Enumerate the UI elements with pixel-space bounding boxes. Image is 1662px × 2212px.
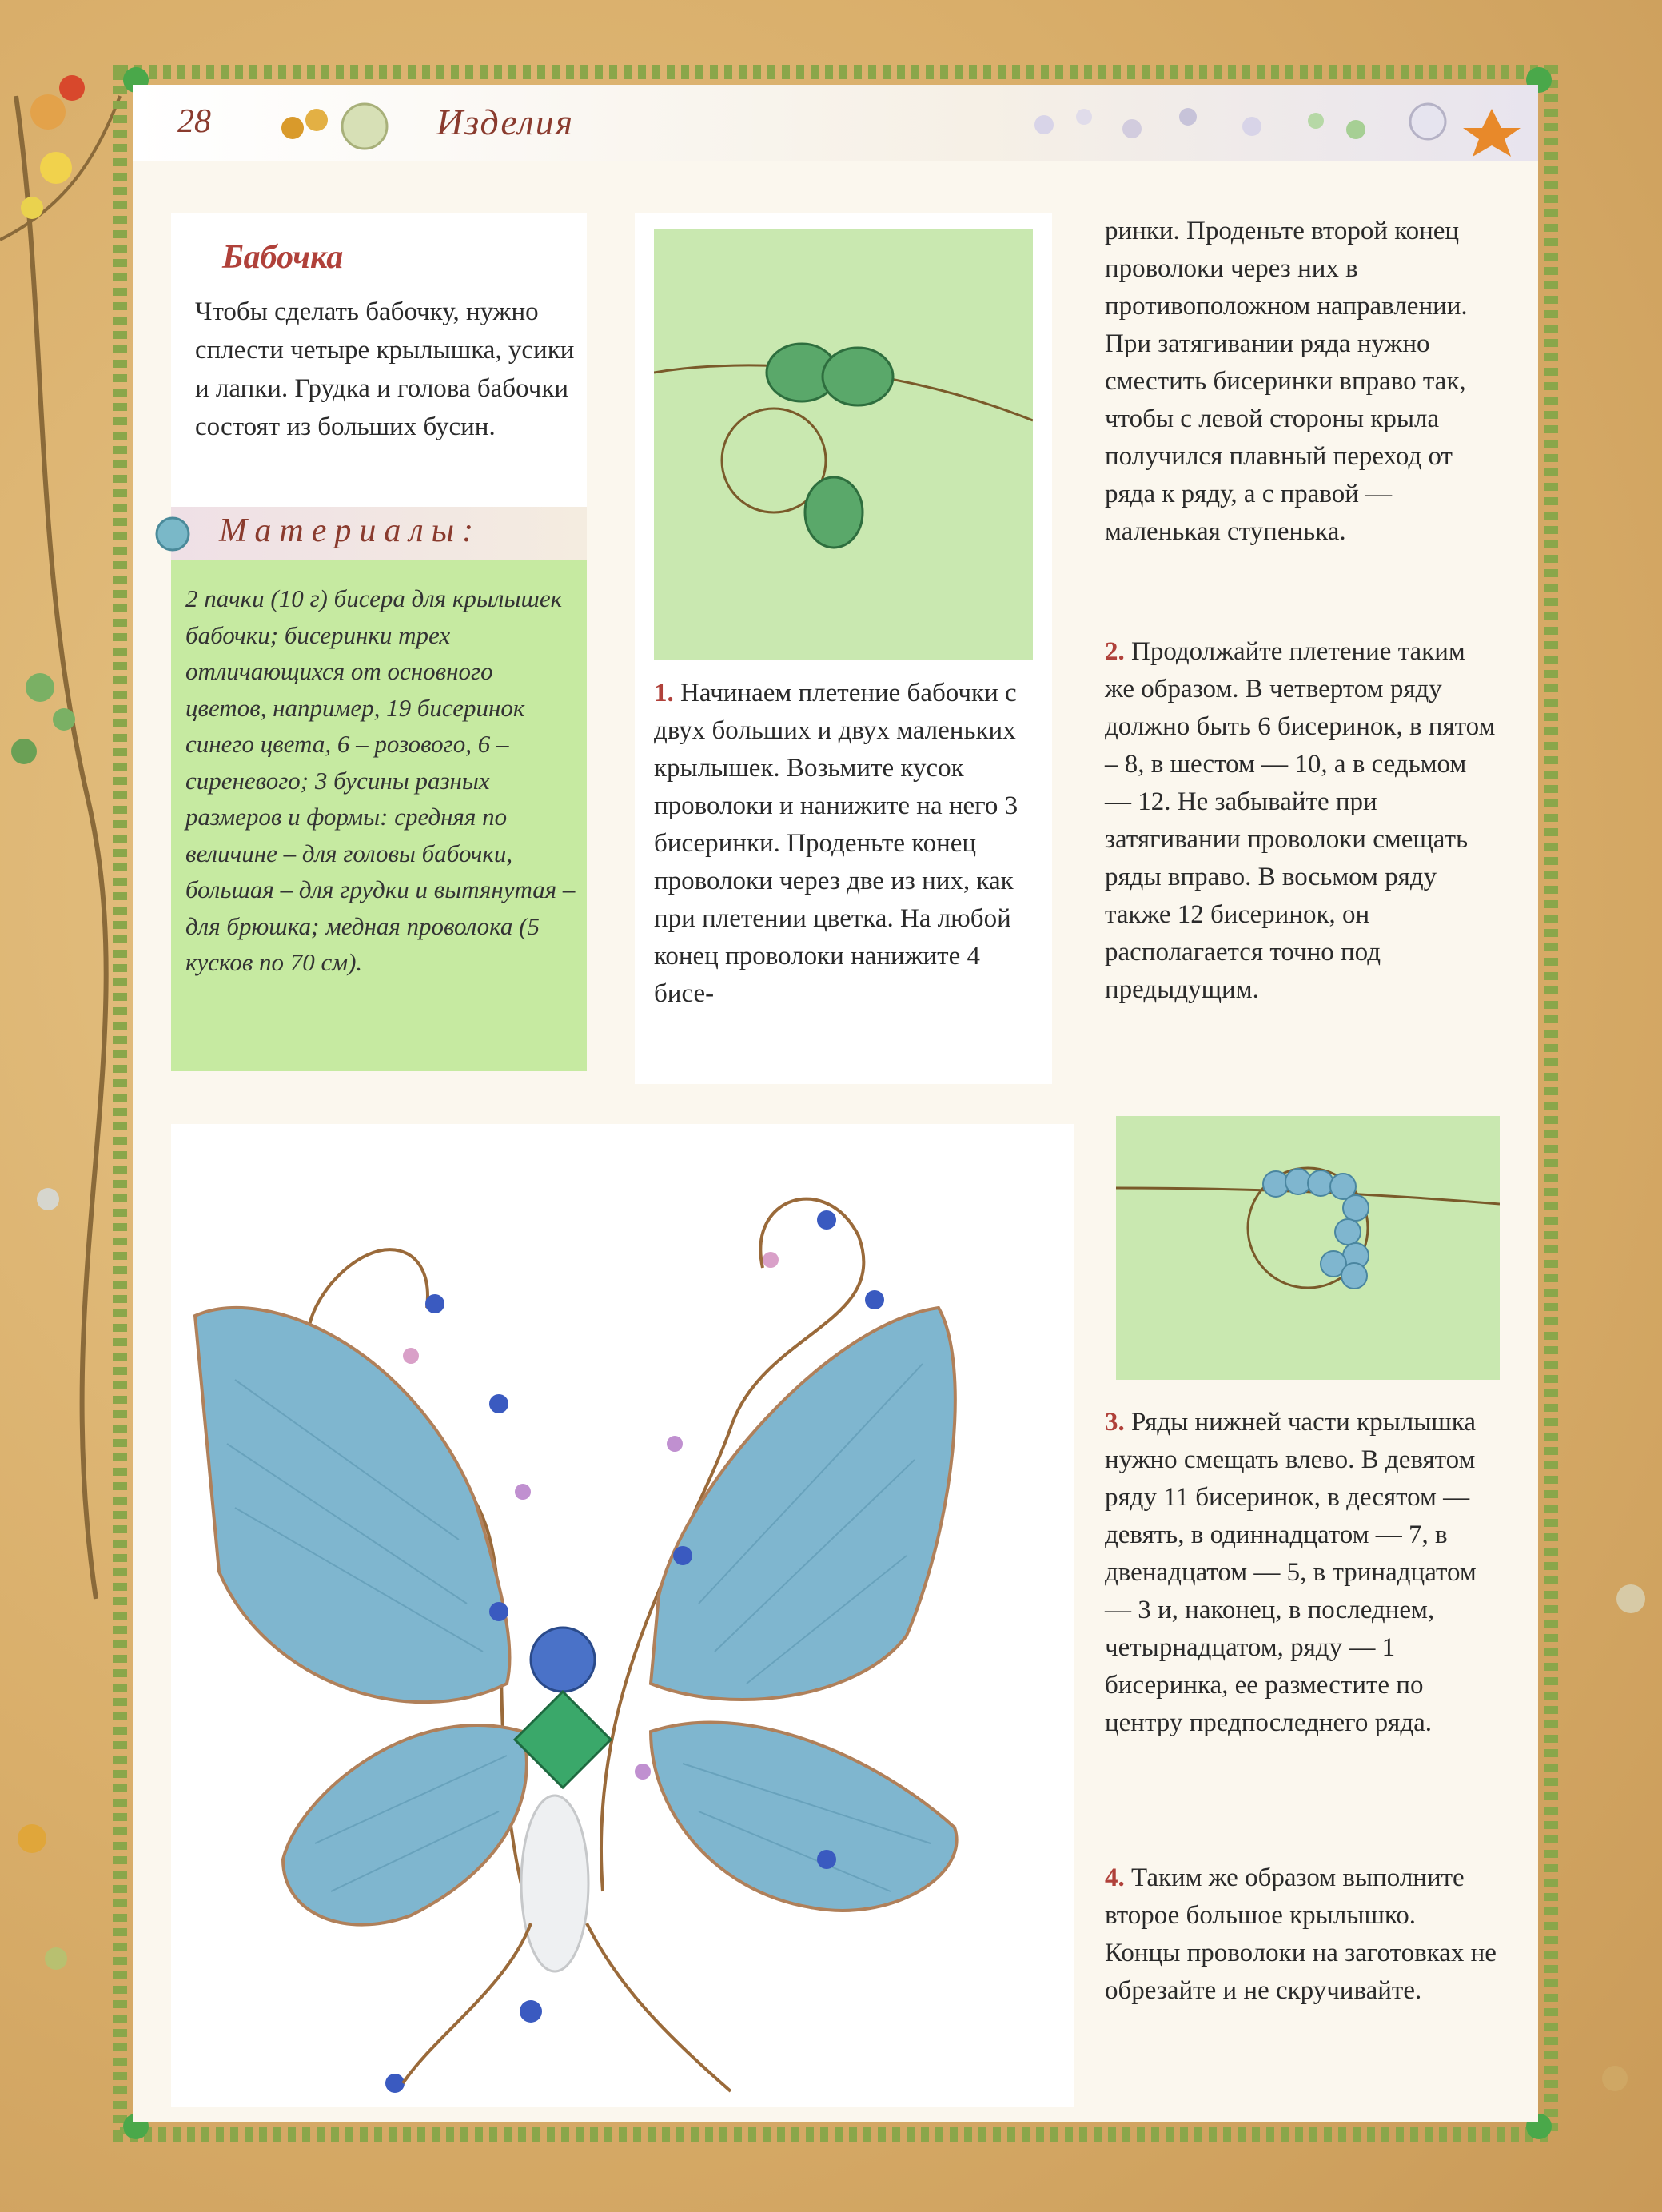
materials-title: Материалы:	[219, 512, 482, 549]
step2-body: Продолжайте плетение таким же образом. В четвертом ряду должно быть 6 бисеринок, в пятом – 8, в шестом — 10, а в седьмом — 12. Не забывайте при затягивании проволоки смещать ряды вправо. В восьмом ряду также 12 бисеринок, он располагается точно под предыдущим.	[1105, 637, 1496, 1004]
butterfly-photo-box	[171, 1124, 1074, 2107]
header-beads-icon	[269, 96, 428, 152]
step3-number: 3.	[1105, 1408, 1125, 1437]
butterfly-photo	[171, 1124, 1074, 2107]
intro-box	[171, 213, 587, 507]
page-number: 28	[177, 103, 211, 140]
step2-text	[1105, 633, 1497, 1009]
step1-continued-text: ринки. Проденьте второй конец проволоки через них в противоположном направлении. При затягивании ряда нужно сместить бисеринки вправо так, чтобы с левой стороны крыла получился плавный переход от ряда к ряду, а с правой — маленькая ступенька.	[1105, 217, 1468, 546]
intro-title: Бабочка	[222, 239, 344, 276]
step1-photo	[654, 229, 1033, 660]
step1-body: Начинаем плетение бабочки с двух больших и двух маленьких крылышек. Возьмите кусок проволоки и нанижите на него 3 бисеринки. Проденьте конец проволоки через две из них, как при плетении цветка. На любой конец проволоки нанижите 4 бисе-	[654, 679, 1018, 1008]
materials-header	[171, 507, 587, 560]
materials-text: 2 пачки (10 г) бисера для крылышек бабочки; бисеринки трех отличающихся от основного цветов, например, 19 бисеринок синего цвета, 6 – розового, 6 – сиреневого; 3 бусины разных размеров и формы: средняя по величине – для головы бабочки, большая – для грудки и вытянутая – для брюшка; медная проволока (5 кусков по 70 см).	[185, 584, 576, 976]
step3-body: Ряды нижней части крылышка нужно смещать влево. В девятом ряду 11 бисеринок, в десятом — девять, в одиннадцатом — 7, в двенадцатом — 5, в тринадцатом — 3 и, наконец, в последнем, четырнадцатом, ряду — 1 бисеринка, ее разместите по центру предпоследнего ряда.	[1105, 1408, 1477, 1737]
step4-number: 4.	[1105, 1863, 1125, 1892]
right-column-bottom	[1100, 1396, 1500, 2099]
bead-icon	[155, 516, 190, 552]
page-header	[133, 85, 1538, 161]
step2-number: 2.	[1105, 637, 1125, 666]
page-content	[133, 85, 1538, 2122]
materials-box	[171, 560, 587, 1071]
intro-text: Чтобы сделать бабочку, нужно сплести четыре крылышка, усики и лапки. Грудка и голова бабочки состоят из больших бусин.	[195, 297, 575, 441]
step2-photo	[1116, 1116, 1500, 1380]
header-beads-decoration	[1012, 93, 1532, 157]
step2-photo-box	[1116, 1116, 1500, 1380]
right-column-text	[1100, 213, 1500, 1164]
step1-text	[654, 675, 1038, 1013]
step1-box	[635, 213, 1052, 1084]
step4-body: Таким же образом выполните второе большое крылышко. Концы проволоки на заготовках не обрезайте и не скручивайте.	[1105, 1863, 1497, 2005]
step4-text	[1105, 1859, 1497, 2010]
section-title: Изделия	[436, 102, 575, 142]
step3-text	[1105, 1404, 1497, 1742]
step1-number: 1.	[654, 679, 674, 707]
